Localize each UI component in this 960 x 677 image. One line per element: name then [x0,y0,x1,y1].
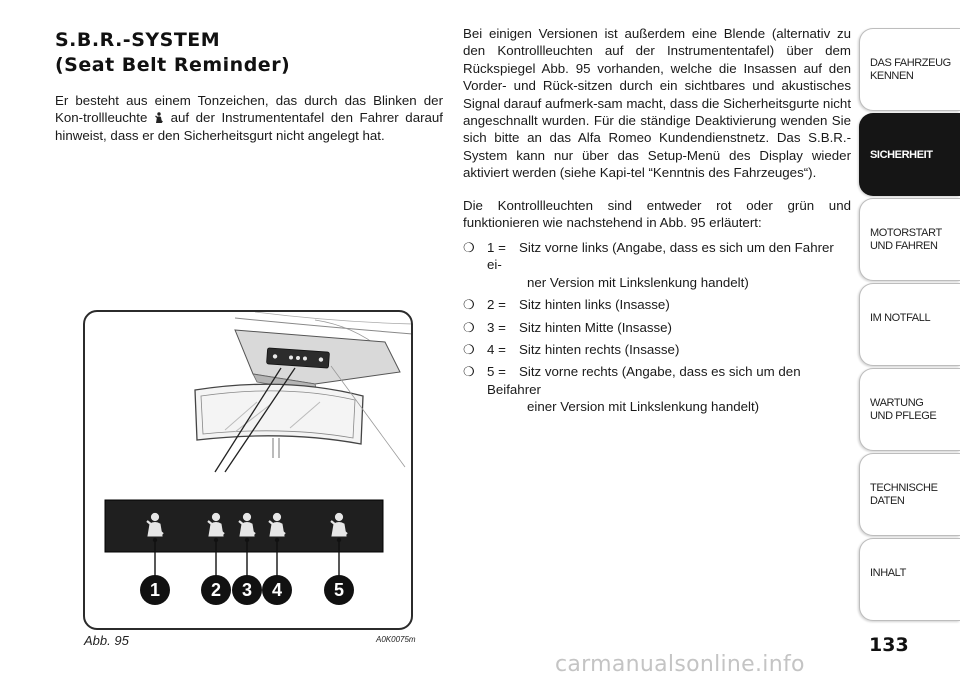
body-paragraph-1: Bei einigen Versionen ist außerdem eine Blende (alternativ zu den Kontrollleuchten auf der Instrumententafel) über dem Rückspiegel Abb. 95 vorhanden, welche die Insassen auf den Vorder- und Rück-sitzen durch ein sichtbares und akustisches Signal darauf aufmerk-sam macht, dass die Sicherheitsgurte nicht angeschnallt wurden. Für die ständige Deaktivierung wenden Sie sich bitte an das Alfa Romeo Kundendienstnetz. Das S.B.R.-System kann nur über das Setup-Menü des Display wieder aktiviert werden (siehe Kapi-tel “Kenntnis des Fahrzeuges“). [463,26,852,181]
bullet-icon: ❍ [463,364,475,380]
figure-seat-belt-panel [83,310,413,630]
title-line-1: S.B.R.-SYSTEM [55,29,221,51]
list-item [463,239,851,291]
list-item [463,319,851,336]
section-title [55,28,290,78]
item-text: Sitz hinten Mitte (Insasse) [519,319,672,335]
chapter-tabs [859,28,960,623]
watermark: carmanualsonline.info [555,652,805,677]
tab-label: MOTORSTART UND FAHREN [870,227,942,252]
seatbelt-icon [154,112,164,124]
item-text: Sitz vorne rechts (Angabe, dass es sich um den Beifahrer [487,364,801,397]
page-number: 133 [869,634,909,656]
tab-label: INHALT [870,567,906,579]
tab-wartung-und-pflege[interactable] [859,368,960,451]
tab-das-fahrzeug-kennen[interactable] [859,28,960,111]
callout-1: 1 [149,580,161,600]
bullet-icon: ❍ [463,240,475,255]
figure-label: Abb. 95 [84,633,129,648]
item-number: 1 = [487,240,506,255]
tab-im-notfall[interactable] [859,283,960,366]
tab-label: DAS FAHRZEUG KENNEN [870,57,951,82]
bullet-icon: ❍ [463,342,475,358]
tab-motorstart-und-fahren[interactable] [859,198,960,281]
bullet-icon: ❍ [463,319,475,335]
intro-text-end: auf der Instrumententafel den Fahrer darauf hinweist, dass er den Sicherheitsgurt nicht angelegt hat. [55,110,443,143]
item-text: Sitz hinten links (Insasse) [519,297,670,313]
intro-text-start: Er besteht aus einem Tonzeichen, das durch das Blinken der Kon-trollleuchte [55,93,443,126]
tab-label: SICHERHEIT [870,149,933,161]
item-number: 5 = [487,364,506,380]
list-item [463,296,851,313]
item-number: 3 = [487,319,506,335]
item-number: 4 = [487,342,506,358]
title-line-2: (Seat Belt Reminder) [55,54,291,76]
tab-label: TECHNISCHE DATEN [870,482,938,507]
list-item [463,363,851,415]
callout-5: 5 [333,580,345,600]
callout-4: 4 [271,580,283,600]
item-continuation: ner Version mit Linkslenkung handelt) [527,274,749,290]
tab-technische-daten[interactable] [859,453,960,536]
tab-sicherheit[interactable] [859,113,960,196]
item-number: 2 = [487,297,506,313]
tab-label: WARTUNG UND PFLEGE [870,397,937,422]
tab-inhalt[interactable] [859,538,960,621]
callout-2: 2 [210,580,222,600]
tab-label: IM NOTFALL [870,312,931,324]
item-text: Sitz hinten rechts (Insasse) [519,342,680,358]
list-item [463,341,851,358]
bullet-icon: ❍ [463,297,475,313]
figure-code: A0K0075m [376,635,416,644]
intro-paragraph [55,92,443,144]
figure-illustration [85,312,413,630]
body-paragraph-2: Die Kontrollleuchten sind entweder rot oder grün und funktionieren wie nachstehend in Abb. 95 erläutert: [463,198,851,231]
indicator-list [463,239,851,421]
item-text: Sitz vorne links (Angabe, dass es sich um den Fahrer ei- [487,240,834,273]
item-continuation: einer Version mit Linkslenkung handelt) [527,399,760,415]
callout-3: 3 [241,580,253,600]
